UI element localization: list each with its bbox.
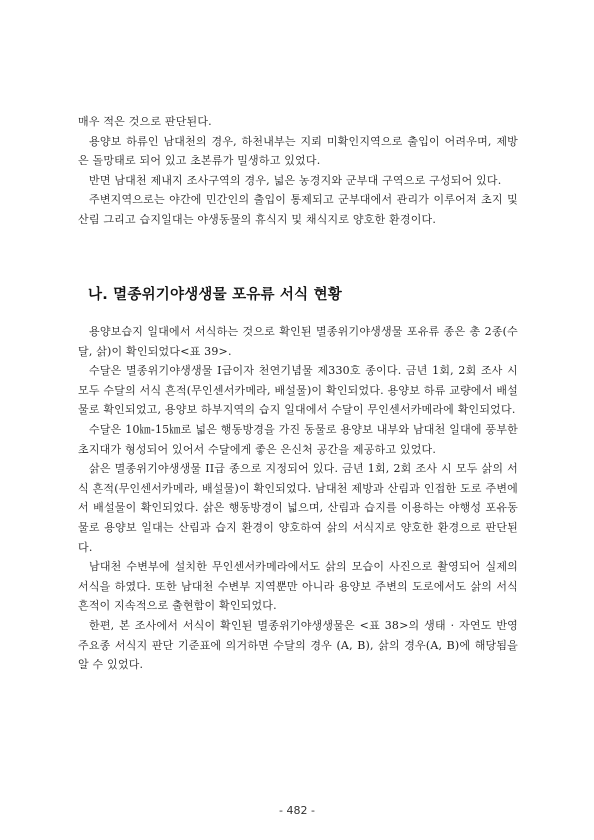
section-paragraph: 수달은 멸종위기야생생물 I급이자 천연기념물 제330호 종이다. 금년 1회, 2회 조사 시 모두 수달의 서식 흔적(무인센서카메라, 배설물)이 확인되었다. 용양보 하류 교량에서 배설물로 확인되었고, 용양보 하부지역의 습지 일대에서 수달이 무인센서카메라에 확인되었다. — [78, 364, 518, 417]
page-number: - 482 - — [279, 804, 315, 817]
section-heading: 나. 멸종위기야생생물 포유류 서식 현황 — [88, 287, 343, 303]
section-paragraph: 용양보습지 일대에서 서식하는 것으로 확인된 멸종위기야생생물 포유류 종은 총 2종(수달, 삵)이 확인되었다<표 39>. — [78, 325, 518, 358]
intro-paragraph: 매우 적은 것으로 판단된다. — [78, 115, 212, 128]
intro-paragraph: 주변지역으로는 야간에 민간인의 출입이 통제되고 군부대에서 관리가 이루어져 초지 및 산림 그리고 습지일대는 야생동물의 휴식지 및 채식지로 양호한 환경이다. — [78, 193, 518, 226]
section-paragraph: 수달은 10㎞-15㎞로 넓은 행동방경을 가진 동물로 용양보 내부와 남대천 일대에 풍부한 초지대가 형성되어 있어서 수달에게 좋은 은신처 공간을 제공하고 있었다. — [78, 422, 518, 456]
section-paragraph: 삵은 멸종위기야생생물 II급 종으로 지정되어 있다. 금년 1회, 2회 조사 시 모두 삵의 서식 흔적(무인센서카메라, 배설물)이 확인되었다. 남대천 제방과 산림과 인접한 도로 주변에서 배설물이 확인되었다. 삵은 행동방경이 넓으며, 산림과 습지를 이용하는 야행성 포유동물로 용양보 일대는 산림과 습지 환경이 양호하여 삵의 서식지로 양호한 환경으로 판단된다. — [78, 462, 518, 554]
section-text-block — [78, 322, 518, 675]
intro-paragraph: 반면 남대천 제내지 조사구역의 경우, 넓은 농경지와 군부대 구역으로 구성되어 있다. — [89, 173, 502, 187]
intro-paragraph: 용양보 하류인 남대천의 경우, 하천내부는 지뢰 미확인지역으로 출입이 어려우며, 제방은 돌망태로 되어 있고 초본류가 밀생하고 있었다. — [78, 134, 518, 168]
section-paragraph: 한편, 본 조사에서 서식이 확인된 멸종위기야생생물은 <표 38>의 생태 · 자연도 반영 주요종 서식지 판단 기준표에 의거하면 수달의 경우 (A, B), 삵의 경우(A, B)에 해당됨을 알 수 있었다. — [78, 618, 518, 672]
section-paragraph: 남대천 수변부에 설치한 무인센서카메라에서도 삵의 모습이 사진으로 촬영되어 실제의 서식을 하였다. 또한 남대천 수변부 지역뿐만 아니라 용양보 주변의 도로에서도 삵의 서식 흔적이 지속적으로 출현함이 확인되었다. — [78, 560, 518, 613]
intro-text-block — [78, 112, 518, 230]
